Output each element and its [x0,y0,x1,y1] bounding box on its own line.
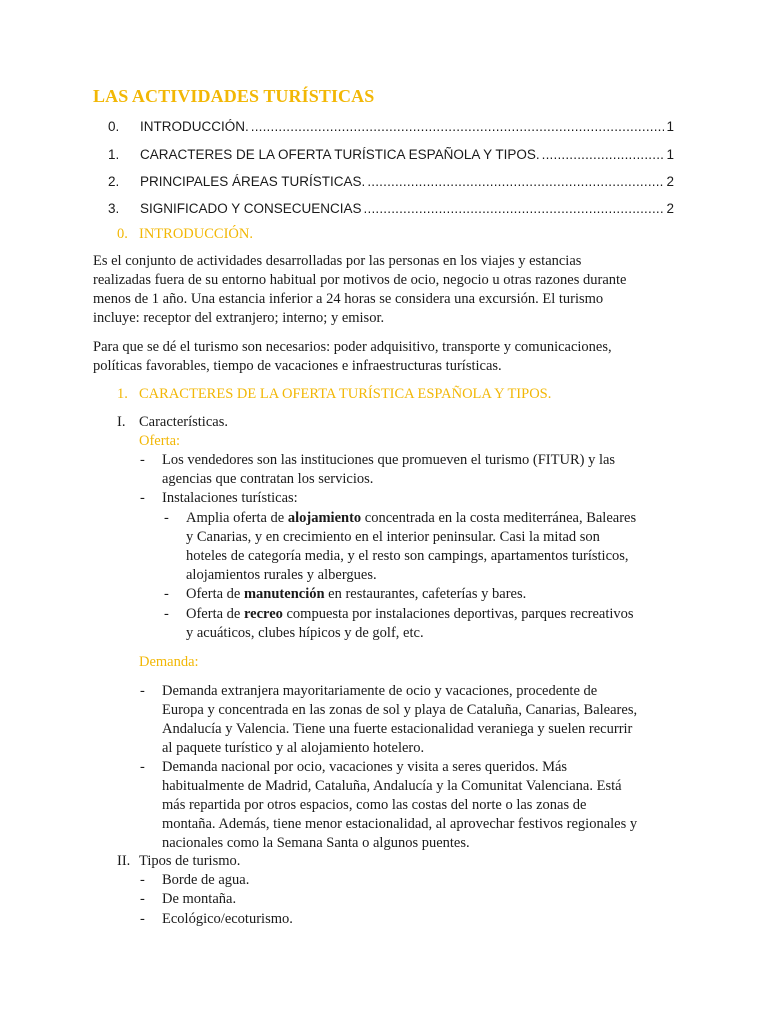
toc-entry[interactable] [108,201,674,216]
bullet-text: nacionales como la Semana Santa o algunos puentes. [162,835,470,851]
bullet-dash: - [140,759,145,775]
bullet-text: Borde de agua. [162,872,250,888]
bold-term: recreo [243,606,283,622]
toc-text: SIGNIFICADO Y CONSECUENCIAS [140,201,362,216]
oferta-label: Oferta: [139,433,181,449]
paragraph-line: menos de 1 año. Una estancia inferior a 24 horas se considera una excursión. El turismo [93,291,604,307]
toc-page: 2 [666,201,674,216]
toc-entry[interactable] [108,147,674,162]
bullet-dash: - [164,510,169,526]
bullet-text-manutencion [186,586,526,603]
toc-entry[interactable] [108,119,674,134]
bullet-text: Andalucía y Valencia. Tiene una fuerte estacionalidad veraniega y suelen recurrir [162,721,633,737]
bullet-text: y Canarias, y en crecimiento en el interior peninsular. Casi la mitad son [186,529,600,545]
bullet-dash: - [164,606,169,622]
bullet-text: Demanda extranjera mayoritariamente de ocio y vacaciones, procedente de [162,683,598,699]
text-run: Oferta de [186,586,244,602]
section-number: 0. [117,226,128,242]
toc-leader [364,201,665,216]
bullet-text: Instalaciones turísticas: [162,490,298,506]
toc-page: 2 [666,174,674,189]
section-number: 1. [117,386,128,402]
section-heading-caracteres [117,386,551,403]
bullet-text: al paquete turístico y al alojamiento hotelero. [162,740,425,756]
text-run: concentrada en la costa mediterránea, Baleares [361,510,637,526]
bullet-text: y acuáticos, clubes hípicos y de golf, etc. [186,625,424,641]
document-title: LAS ACTIVIDADES TURÍSTICAS [93,86,375,106]
bullet-text: agencias que contratan los servicios. [162,471,374,487]
toc-leader [251,119,665,134]
paragraph-line: Es el conjunto de actividades desarrolladas por las personas en los viajes y estancias [93,253,582,269]
paragraph-line: incluye: receptor del extranjero; interno; y emisor. [93,310,385,326]
demanda-label: Demanda: [139,654,199,670]
subsection-title: Tipos de turismo. [139,853,241,869]
toc-leader [542,147,665,162]
subsection-title: Características. [139,414,228,430]
bullet-dash: - [164,586,169,602]
bullet-text: alojamientos rurales y albergues. [186,567,377,583]
bullet-text: Demanda nacional por ocio, vacaciones y visita a seres queridos. Más [162,759,568,775]
text-run: compuesta por instalaciones deportivas, parques recreativos [282,606,634,622]
paragraph-line: Para que se dé el turismo son necesarios: poder adquisitivo, transporte y comunicaciones, [93,339,612,355]
bullet-text: Europa y concentrada en las zonas de sol y playa de Cataluña, Canarias, Baleares, [162,702,638,718]
text-run: en restaurantes, cafeterías y bares. [324,586,527,602]
roman-numeral: II. [117,853,131,869]
toc-text: PRINCIPALES ÁREAS TURÍSTICAS. [140,174,366,189]
toc-page: 1 [666,147,674,162]
section-heading-introduccion [117,226,253,243]
toc-text: CARACTERES DE LA OFERTA TURÍSTICA ESPAÑOLA Y TIPOS. [140,147,540,162]
bullet-text-alojamiento [186,510,636,527]
toc-number: 3. [108,201,120,216]
toc-leader [367,174,664,189]
bullet-dash: - [140,891,145,907]
text-run: Amplia oferta de [186,510,288,526]
toc-entry[interactable] [108,174,674,189]
bullet-text: montaña. Además, tiene menor estacionalidad, al aprovechar festivos regionales y [162,816,638,832]
section-title: INTRODUCCIÓN. [139,226,253,242]
bullet-dash: - [140,683,145,699]
toc-text: INTRODUCCIÓN. [140,119,249,134]
text-run: Oferta de [186,606,244,622]
bullet-dash: - [140,911,145,927]
bullet-text: hoteles de categoría media, y el resto son campings, apartamentos turísticos, [186,548,629,564]
paragraph-line: políticas favorables, tiempo de vacaciones e infraestructuras turísticas. [93,358,502,374]
bullet-dash: - [140,452,145,468]
bullet-text-recreo [186,606,634,623]
bold-term: alojamiento [287,510,362,526]
bullet-dash: - [140,872,145,888]
bullet-text: De montaña. [162,891,237,907]
section-title: CARACTERES DE LA OFERTA TURÍSTICA ESPAÑOLA Y TIPOS. [139,386,552,402]
toc-number: 0. [108,119,120,134]
toc-page: 1 [666,119,674,134]
toc-number: 1. [108,147,120,162]
bullet-text: Ecológico/ecoturismo. [162,911,293,927]
bullet-text: Los vendedores son las instituciones que promueven el turismo (FITUR) y las [162,452,616,468]
toc-number: 2. [108,174,120,189]
roman-numeral: I. [117,414,126,430]
bullet-text: habitualmente de Madrid, Cataluña, Andalucía y la Comunitat Valenciana. Está [162,778,622,794]
bullet-text: más repartida por otros espacios, como las costas del norte o las zonas de [162,797,587,813]
bold-term: manutención [243,586,325,602]
bullet-dash: - [140,490,145,506]
paragraph-line: realizadas fuera de su entorno habitual por motivos de ocio, negocio u otras razones durante [93,272,627,288]
